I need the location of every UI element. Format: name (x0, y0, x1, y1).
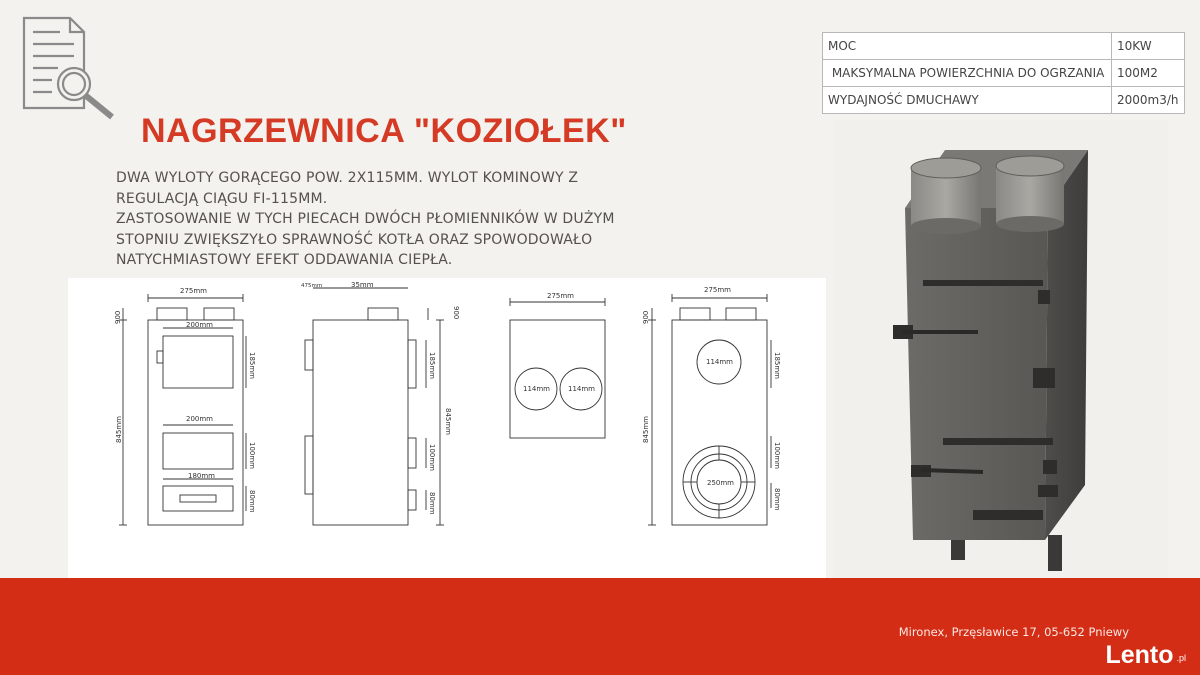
side-body (313, 320, 408, 525)
brand-logo (1105, 641, 1186, 670)
dim-label: 100mm (428, 444, 436, 471)
page-title: NAGRZEWNICA "KOZIOŁEK" (141, 112, 627, 150)
front-door-top (163, 336, 233, 388)
technical-drawings (68, 278, 826, 578)
dim-label: 114mm (568, 385, 595, 393)
dim-label: 900 (642, 310, 650, 324)
dim-label: 475mm (301, 283, 323, 289)
description-line: ZASTOSOWANIE W TYCH PIECACH DWÓCH PŁOMIENNIKÓW W DUŻYM (116, 211, 615, 227)
dim-label: 114mm (706, 358, 733, 366)
spec-row (823, 33, 1185, 60)
brand-suffix: .pl (1176, 653, 1186, 663)
description-line: DWA WYLOTY GORĄCEGO POW. 2X115MM. WYLOT KOMINOWY Z (116, 170, 579, 186)
dim-label: 185mm (773, 352, 781, 379)
dim-label: 275mm (704, 286, 731, 294)
dim-label: 845mm (115, 416, 123, 443)
footer (0, 578, 1200, 675)
dim-label: 200mm (186, 321, 213, 329)
dim-label: 275mm (547, 292, 574, 300)
stove-illustration (833, 120, 1168, 578)
dim-label: 845mm (444, 408, 452, 435)
brand-name: Lento (1105, 641, 1174, 669)
dim-label: 180mm (188, 472, 215, 480)
front-door-mid (163, 433, 233, 469)
dim-label: 900 (114, 310, 122, 324)
dim-label: 35mm (351, 281, 374, 289)
spec-value: 10KW (1112, 33, 1185, 60)
dim-label: 80mm (773, 488, 781, 511)
dim-label: 250mm (707, 479, 734, 487)
drawings-svg (68, 278, 826, 578)
spec-value: 2000m3/h (1112, 87, 1185, 114)
dim-label: 275mm (180, 287, 207, 295)
spec-row (823, 87, 1185, 114)
document-search-icon (18, 16, 118, 120)
spec-row (823, 60, 1185, 87)
spec-label: MAKSYMALNA POWIERZCHNIA DO OGRZANIA (823, 60, 1112, 87)
dim-label: 200mm (186, 415, 213, 423)
dim-label: 900 (452, 306, 460, 320)
dim-label: 100mm (773, 442, 781, 469)
description-line: STOPNIU ZWIĘKSZYŁO SPRAWNOŚĆ KOTŁA ORAZ SPOWODOWAŁO (116, 231, 593, 248)
spec-label: WYDAJNOŚĆ DMUCHAWY (823, 87, 1112, 114)
spec-label: MOC (823, 33, 1112, 60)
dim-label: 185mm (248, 352, 256, 379)
front-door-bottom (163, 486, 233, 511)
stove-image (833, 120, 1168, 578)
dim-label: 100mm (248, 442, 256, 469)
description (116, 168, 636, 271)
dim-label: 80mm (248, 490, 256, 513)
description-line: REGULACJĄ CIĄGU FI-115MM. (116, 190, 328, 207)
footer-address: Mironex, Przęsławice 17, 05-652 Pniewy (898, 625, 1129, 639)
spec-value: 100M2 (1112, 60, 1185, 87)
dim-label: 80mm (428, 492, 436, 515)
dim-label: 114mm (523, 385, 550, 393)
dim-label: 845mm (642, 416, 650, 443)
description-line: NATYCHMIASTOWY EFEKT ODDAWANIA CIEPŁA. (116, 252, 453, 268)
dim-label: 185mm (428, 352, 436, 379)
top-view-body (510, 320, 605, 438)
spec-table (822, 32, 1185, 114)
